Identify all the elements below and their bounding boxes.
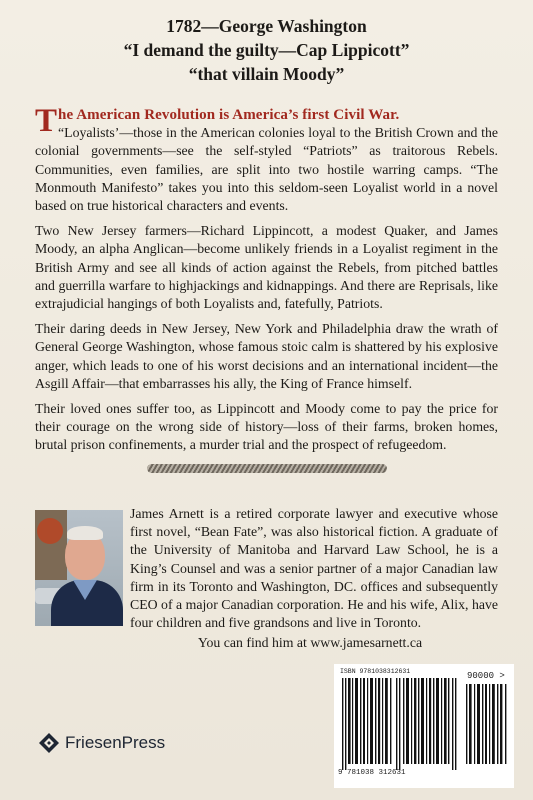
header-line-2: “I demand the guilty—Cap Lippicott” — [123, 40, 410, 60]
publisher-name: FriesenPress — [65, 733, 166, 752]
header-line-3: “that villain Moody” — [188, 64, 345, 84]
synopsis-paragraph-3: Their daring deeds in New Jersey, New York and Philadelphia draw the wrath of General George Washington, whose famous stoic calm is shattered by his explosive anger, which leads to one of his worst decisions and an international incident—the Asgill Affair—that embarrasses his ally, the King of France himself. — [35, 321, 498, 391]
synopsis-paragraph-1-text: “Loyalists’—those in the American colonies loyal to the British Crown and the colonial governments—see the self-styled “Patriots” as traitorous Rebels. Communities, even families, are split into two hostile warring camps. “The Monmouth Manifesto” takes you into this seldom-seen Loyalist world in a novel based on true historical characters and events. — [35, 125, 498, 214]
drop-cap: T — [35, 103, 58, 139]
synopsis-paragraph-1 — [35, 103, 498, 215]
author-bio: James Arnett is a retired corporate lawyer and executive whose first novel, “Bean Fate”, was also historical fiction. A graduate of the University of Manitoba and Harvard Law School, he is a King’s Counsel and was a senior partner of a major Canadian law firm in its Toronto and Washington, DC. offices and subsequently CEO of a major Canadian corporation. He and his wife, Alix, have four children and five grandsons and live in Toronto. — [130, 506, 498, 631]
photo-tree — [37, 518, 63, 544]
rope-divider — [147, 464, 387, 473]
friesenpress-logo-icon — [38, 732, 60, 754]
barcode-bars — [342, 678, 462, 770]
synopsis-paragraph-2: Two New Jersey farmers—Richard Lippincott, a modest Quaker, and James Moody, an alpha Anglican—become unlikely friends in a Loyalist regiment in the British Army and see all kinds of action against the Rebels, from pitched battles and guerrilla warfare to highjackings and kidnappings. And there are Reprisals, like extrajudicial hangings of both Loyalists and, fatefully, Patriots. — [35, 223, 498, 312]
synopsis-paragraph-4: Their loved ones suffer too, as Lippincott and Moody come to pay the price for their courage on the wrong side of history—loss of their farms, broken homes, brutal prison confinements, a murder trial and the prospect of refugeedom. — [35, 401, 498, 453]
publisher-logo — [38, 730, 165, 756]
price-barcode-bars — [466, 684, 510, 764]
isbn-barcode — [334, 664, 514, 788]
price-code: 90000 > — [467, 671, 505, 681]
isbn-digits: 9 781038 312631 — [338, 769, 406, 777]
header-line-1: 1782—George Washington — [166, 16, 367, 36]
lead-text: he American Revolution is America’s first Civil War. — [58, 107, 400, 123]
lead-sentence — [35, 103, 400, 139]
photo-hair — [67, 526, 103, 540]
isbn-label: ISBN 9781038312631 — [340, 668, 411, 675]
cover-header — [0, 14, 533, 86]
synopsis — [35, 103, 498, 462]
author-photo — [35, 510, 123, 626]
author-website: You can find him at www.jamesarnett.ca — [197, 635, 423, 650]
